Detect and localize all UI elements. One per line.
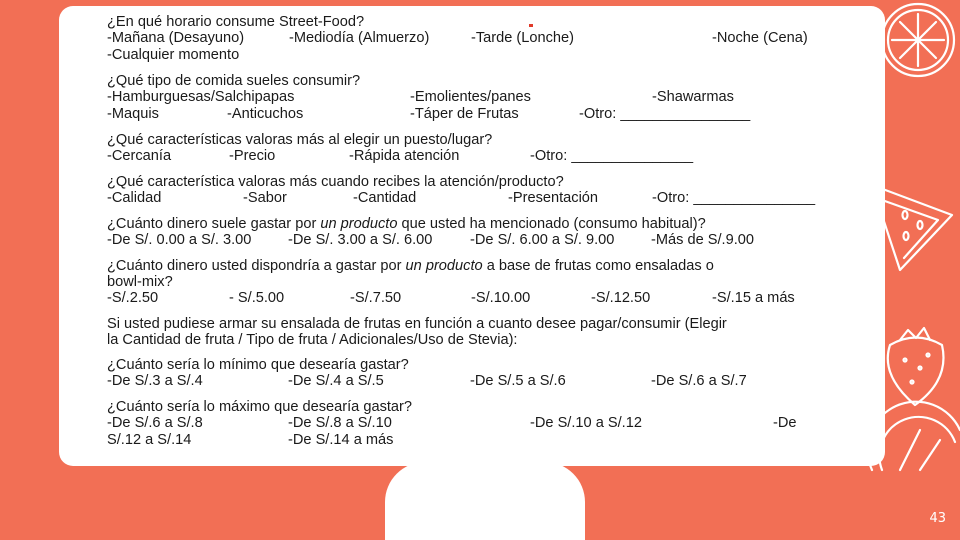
options-row: [107, 432, 847, 449]
option: -Presentación: [508, 190, 599, 206]
option: -De S/.10 a S/.12: [530, 415, 642, 431]
options-row: [107, 373, 847, 390]
question-text: que usted ha mencionado (consumo habitual)?: [397, 216, 706, 232]
option: -Tarde (Lonche): [471, 30, 575, 46]
option: -De: [773, 415, 797, 431]
option: -Sabor: [243, 190, 287, 206]
option: -Emolientes/panes: [410, 89, 531, 105]
page-number: 43: [929, 511, 946, 526]
option: -Anticuchos: [227, 106, 304, 122]
options-row: [107, 415, 847, 432]
question-fruit-spend: [107, 258, 847, 274]
option: -De S/.6 a S/.7: [651, 373, 747, 389]
display-stand: [385, 462, 585, 540]
question-food-type: ¿Qué tipo de comida sueles consumir?: [107, 73, 361, 89]
option: -De S/. 6.00 a S/. 9.00: [470, 232, 615, 248]
option: -S/.7.50: [350, 290, 402, 306]
question-max-spend: ¿Cuánto sería lo máximo que desearía gastar?: [107, 399, 413, 415]
question-emphasis: un producto: [320, 216, 398, 232]
option: -De S/.6 a S/.8: [107, 415, 203, 431]
option: -Maquis: [107, 106, 159, 122]
options-row: [107, 30, 847, 47]
question-min-spend: ¿Cuánto sería lo mínimo que desearía gastar?: [107, 357, 409, 373]
options-row: [107, 47, 847, 64]
options-row: [107, 290, 847, 307]
option: -Noche (Cena): [712, 30, 808, 46]
option: -Cercanía: [107, 148, 172, 164]
option: -De S/.8 a S/.10: [288, 415, 392, 431]
question-text: ¿Cuánto dinero usted dispondría a gastar por: [107, 258, 406, 274]
option: S/.12 a S/.14: [107, 432, 192, 448]
option: - S/.5.00: [229, 290, 285, 306]
option: -De S/. 3.00 a S/. 6.00: [288, 232, 433, 248]
document-card: [59, 6, 885, 466]
option: -Rápida atención: [349, 148, 460, 164]
option: -De S/.4 a S/.5: [288, 373, 384, 389]
option: -Más de S/.9.00: [651, 232, 755, 248]
question-place-features: ¿Qué características valoras más al elegir un puesto/lugar?: [107, 132, 493, 148]
option: -De S/.5 a S/.6: [470, 373, 566, 389]
options-row: [107, 106, 847, 123]
option: -Otro: ________________: [579, 106, 751, 122]
option: -Hamburguesas/Salchipapas: [107, 89, 295, 105]
option: -Calidad: [107, 190, 162, 206]
option: -Táper de Frutas: [410, 106, 519, 122]
option: -De S/. 0.00 a S/. 3.00: [107, 232, 252, 248]
option: -Mediodía (Almuerzo): [289, 30, 430, 46]
option: -Cantidad: [353, 190, 417, 206]
question-schedule: ¿En qué horario consume Street-Food?: [107, 14, 365, 30]
option: -Shawarmas: [652, 89, 734, 105]
option: -Otro: _______________: [652, 190, 816, 206]
option: -S/.15 a más: [712, 290, 795, 306]
options-row: [107, 190, 847, 207]
option: -S/.2.50: [107, 290, 159, 306]
option: -Cualquier momento: [107, 47, 240, 63]
options-row: [107, 89, 847, 106]
option: -S/.12.50: [591, 290, 651, 306]
option: -De S/.3 a S/.4: [107, 373, 203, 389]
question-usual-spend: [107, 216, 847, 232]
question-text: a base de frutas como ensaladas o: [482, 258, 714, 274]
strawberry-icon: [888, 328, 944, 405]
question-text: ¿Cuánto dinero suele gastar por: [107, 216, 321, 232]
question-continuation: bowl-mix?: [107, 274, 173, 290]
option: -Precio: [229, 148, 276, 164]
orange-slice-icon: [882, 4, 954, 76]
options-row: [107, 148, 847, 165]
survey-document: [107, 14, 847, 449]
options-row: [107, 232, 847, 249]
option: -De S/.14 a más: [288, 432, 394, 448]
question-emphasis: un producto: [405, 258, 483, 274]
option: -Mañana (Desayuno): [107, 30, 245, 46]
intro-text: Si usted pudiese armar su ensalada de frutas en función a cuanto desee pagar/consumir (Elegir: [107, 316, 727, 332]
option: -Otro: _______________: [530, 148, 694, 164]
question-product-features: ¿Qué característica valoras más cuando recibes la atención/producto?: [107, 174, 564, 190]
intro-text: la Cantidad de fruta / Tipo de fruta / Adicionales/Uso de Stevia):: [107, 332, 518, 348]
option: -S/.10.00: [471, 290, 531, 306]
